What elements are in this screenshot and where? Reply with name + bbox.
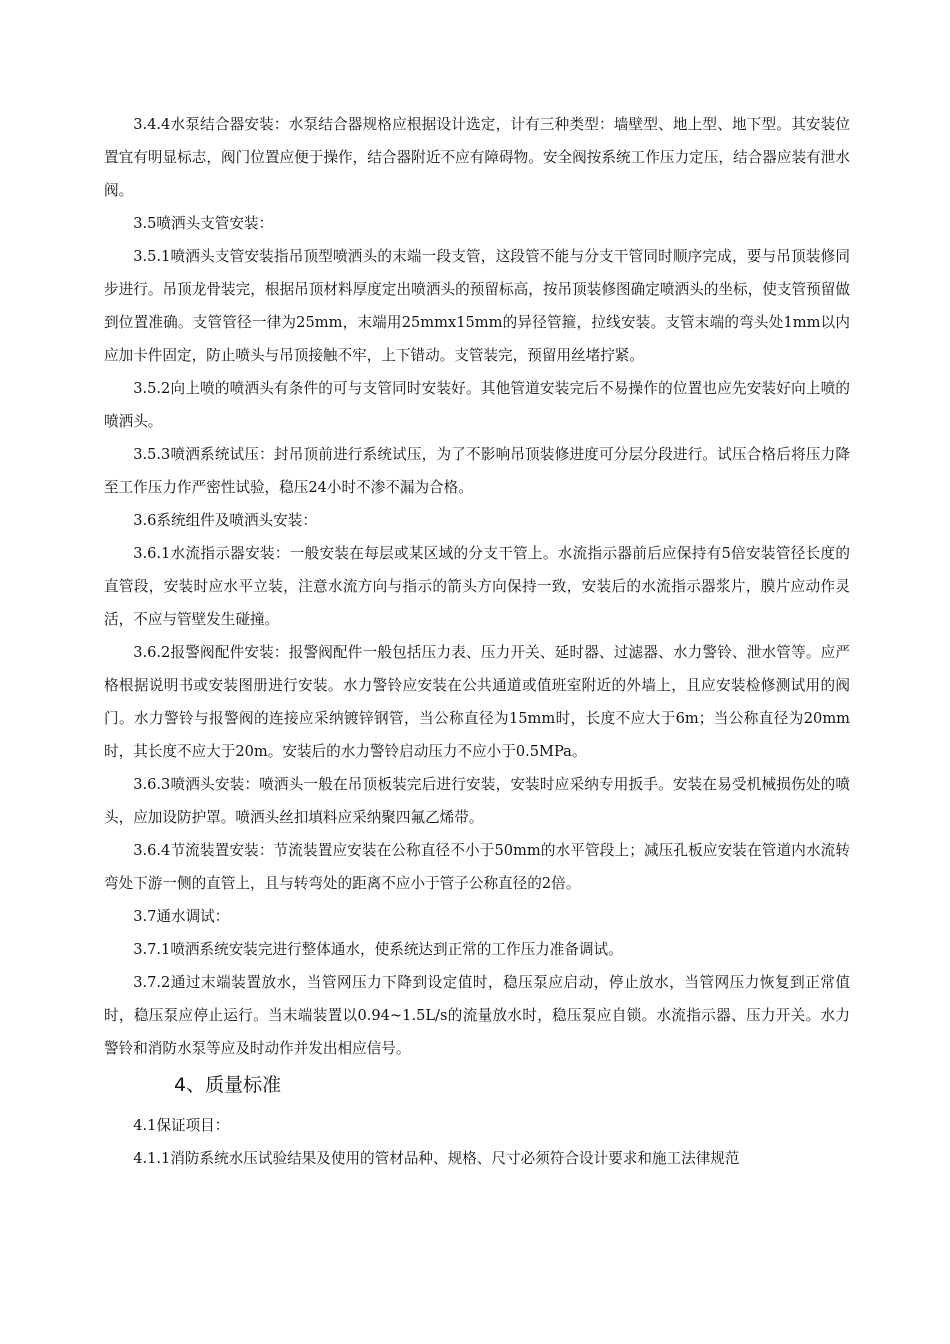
paragraph-3-6-2: 3.6.2报警阀配件安装：报警阀配件一般包括压力表、压力开关、延时器、过滤器、水力警铃、泄水管等。应严格根据说明书或安装图册进行安装。水力警铃应安装在公共通道或值班室附近的外墙上，且应安装检修测试用的阀门。水力警铃与报警阀的连接应采纳镀锌钢管，当公称直径为15mm时，长度不应大于6m；当公称直径为20mm时，其长度不应大于20m。安装后的水力警铃启动压力不应小于0.5MPa。 [104,644,850,760]
paragraph-3-7: 3.7通水调试： [133,908,230,925]
paragraph-4-1: 4.1保证项目： [133,1117,230,1134]
section-3-body [104,108,850,1065]
paragraph-4-1-1: 4.1.1消防系统水压试验结果及使用的管材品种、规格、尺寸必须符合设计要求和施工法律规范 [133,1150,740,1167]
paragraph-3-6-4: 3.6.4节流装置安装：节流装置应安装在公称直径不小于50mm的水平管段上；减压孔板应安装在管道内水流转弯处下游一侧的直管上，且与转弯处的距离不应小于管子公称直径的2倍。 [104,842,850,892]
paragraph-3-5-2: 3.5.2向上喷的喷洒头有条件的可与支管同时安装好。其他管道安装完后不易操作的位置也应先安装好向上喷的喷洒头。 [104,380,850,430]
paragraph-3-5-1: 3.5.1喷洒头支管安装指吊顶型喷洒头的末端一段支管，这段管不能与分支干管同时顺序完成，要与吊顶装修同步进行。吊顶龙骨装完，根据吊顶材料厚度定出喷洒头的预留标高，按吊顶装修图确定喷洒头的坐标，使支管预留做到位置准确。支管管径一律为25mm，末端用25mmx15mm的异径管箍，拉线安装。支管末端的弯头处1mm以内应加卡件固定，防止喷头与吊顶接触不牢，上下错动。支管装完，预留用丝堵拧紧。 [104,248,850,364]
paragraph-3-5: 3.5喷洒头支管安装： [133,215,274,232]
paragraph-3-4-4: 3.4.4水泵结合器安装：水泵结合器规格应根据设计选定，计有三种类型：墙壁型、地上型、地下型。其安装位置宜有明显标志，阀门位置应便于操作，结合器附近不应有障碍物。安全阀按系统工作压力定压，结合器应装有泄水阀。 [104,116,850,199]
paragraph-3-7-1: 3.7.1喷洒系统安装完进行整体通水，使系统达到正常的工作压力准备调试。 [133,941,623,958]
section-4-body [104,1109,850,1175]
paragraph-3-6-3: 3.6.3喷洒头安装：喷洒头一般在吊顶板装完后进行安装，安装时应采纳专用扳手。安装在易受机械损伤处的喷头，应加设防护罩。喷洒头丝扣填料应采纳聚四氟乙烯带。 [104,776,850,826]
paragraph-3-6: 3.6系统组件及喷洒头安装： [133,512,317,529]
paragraph-3-6-1: 3.6.1水流指示器安装：一般安装在每层或某区域的分支干管上。水流指示器前后应保持有5倍安装管径长度的直管段，安装时应水平立装，注意水流方向与指示的箭头方向保持一致，安装后的水流指示器浆片，膜片应动作灵活，不应与管壁发生碰撞。 [104,545,850,628]
section-4-heading: 4、质量标准 [174,1074,282,1096]
paragraph-3-5-3: 3.5.3喷洒系统试压：封吊顶前进行系统试压，为了不影响吊顶装修进度可分层分段进行。试压合格后将压力降至工作压力作严密性试验，稳压24小时不渗不漏为合格。 [104,446,850,496]
paragraph-3-7-2: 3.7.2通过末端装置放水，当管网压力下降到设定值时，稳压泵应启动，停止放水，当管网压力恢复到正常值时，稳压泵应停止运行。当末端装置以0.94~1.5L/s的流量放水时，稳压泵应自锁。水流指示器、压力开关。水力警铃和消防水泵等应及时动作并发出相应信号。 [104,974,850,1057]
